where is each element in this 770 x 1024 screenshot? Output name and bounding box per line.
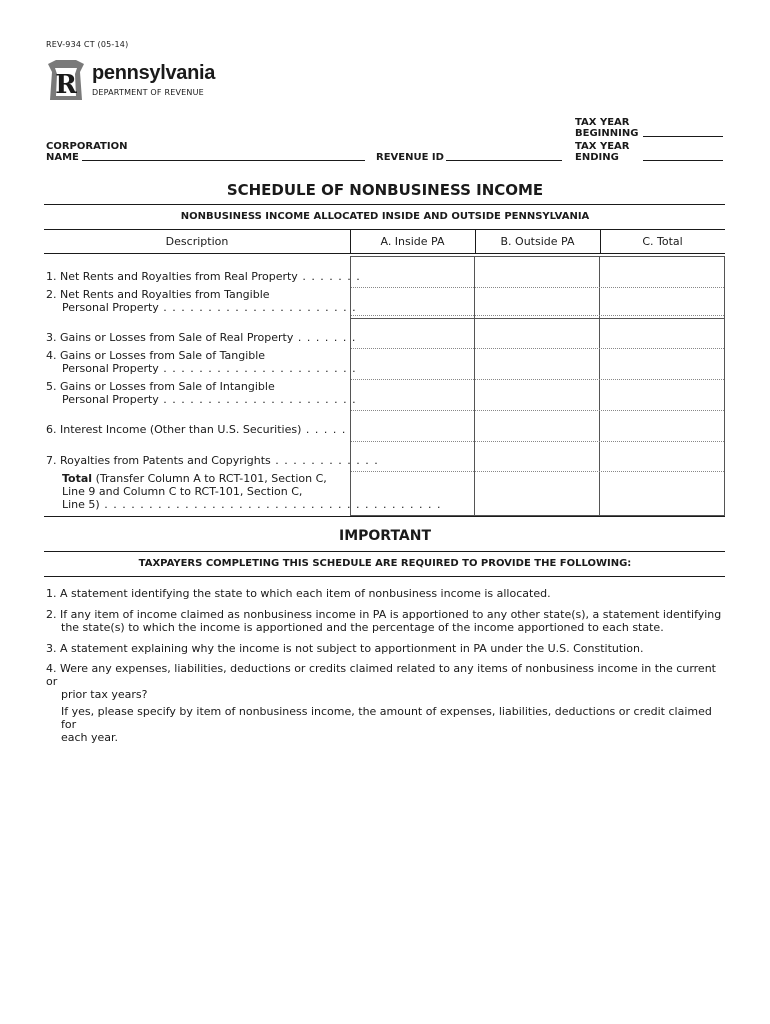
row-1-label: 1. Net Rents and Royalties from Real Property . . . . . . . — [46, 270, 361, 283]
instruction-1: 1. A statement identifying the state to which each item of nonbusiness income is allocated. — [46, 587, 551, 600]
row-sep — [351, 348, 724, 349]
divider — [44, 229, 725, 230]
divider — [44, 516, 725, 517]
form-id: REV-934 CT (05-14) — [46, 40, 129, 49]
row-sep — [351, 318, 724, 319]
row-sep — [351, 379, 724, 380]
important-subtitle: TAXPAYERS COMPLETING THIS SCHEDULE ARE REQUIRED TO PROVIDE THE FOLLOWING: — [138, 558, 632, 569]
tax-year-beginning-label: TAX YEAR BEGINNING — [575, 117, 639, 139]
col-inside-pa: A. Inside PA — [380, 235, 445, 248]
row-sep — [351, 410, 724, 411]
instruction-3: 3. A statement explaining why the income is not subject to apportionment in PA under the U.S. Constitution. — [46, 642, 644, 655]
row-sep — [351, 287, 724, 288]
row-3-label: 3. Gains or Losses from Sale of Real Property . . . . . . . — [46, 331, 357, 344]
tax-year-ending-field[interactable] — [643, 160, 723, 161]
col-outside-pa: B. Outside PA — [500, 235, 575, 248]
instruction-4: 4. Were any expenses, liabilities, deductions or credits claimed related to any items of nonbusiness income in the current or prior tax years? If yes, please specify by item of nonbusiness income, the amount of expenses, liabilities, deductions or credit claimed for each year. — [46, 662, 716, 744]
logo-letter: R — [55, 70, 77, 100]
divider — [44, 253, 725, 254]
tax-year-ending-label: TAX YEAR ENDING — [575, 141, 630, 163]
divider — [44, 576, 725, 577]
col-description: Description — [165, 235, 229, 248]
important-title: IMPORTANT — [338, 528, 432, 544]
row-sep — [351, 441, 724, 442]
corporation-label: CORPORATION NAME — [46, 141, 128, 163]
col-divider — [475, 229, 476, 253]
schedule-title: SCHEDULE OF NONBUSINESS INCOME — [226, 181, 544, 199]
row-5-label: 5. Gains or Losses from Sale of Intangible Personal Property . . . . . . . . . . . . . . . . . . . . . . — [46, 380, 357, 406]
department-name: DEPARTMENT OF REVENUE — [92, 88, 204, 97]
revenue-id-label: REVENUE ID — [376, 152, 444, 163]
corporation-name-field[interactable] — [82, 160, 365, 161]
tax-year-beginning-field[interactable] — [643, 136, 723, 137]
total-row-label: Total (Transfer Column A to RCT-101, Section C, Line 9 and Column C to RCT-101, Section C, Line 5) . . . . . . . . . . . . . . . . . . . . . . . . . . . . . . . . . . . . . . — [62, 472, 442, 511]
divider — [44, 204, 725, 205]
row-sep — [351, 315, 724, 316]
revenue-id-field[interactable] — [446, 160, 562, 161]
keystone-logo — [46, 60, 86, 102]
schedule-subtitle: NONBUSINESS INCOME ALLOCATED INSIDE AND OUTSIDE PENNSYLVANIA — [180, 211, 590, 222]
outside-pa-column — [474, 256, 600, 516]
total-column — [599, 256, 725, 516]
col-total: C. Total — [642, 235, 683, 248]
row-2-label: 2. Net Rents and Royalties from Tangible Personal Property . . . . . . . . . . . . . . . . . . . . . . — [46, 288, 357, 314]
row-4-label: 4. Gains or Losses from Sale of Tangible Personal Property . . . . . . . . . . . . . . . . . . . . . . — [46, 349, 357, 375]
col-divider — [600, 229, 601, 253]
row-7-label: 7. Royalties from Patents and Copyrights . . . . . . . . . . . . — [46, 454, 379, 467]
divider — [44, 551, 725, 552]
instruction-2: 2. If any item of income claimed as nonbusiness income in PA is apportioned to any other state(s), a statement identifying the state(s) to which the income is apportioned and the percentage of the income apportioned to each state. — [46, 608, 722, 634]
brand-name: pennsylvania — [92, 62, 216, 84]
row-6-label: 6. Interest Income (Other than U.S. Securities) . . . . . — [46, 423, 347, 436]
col-divider — [350, 229, 351, 253]
